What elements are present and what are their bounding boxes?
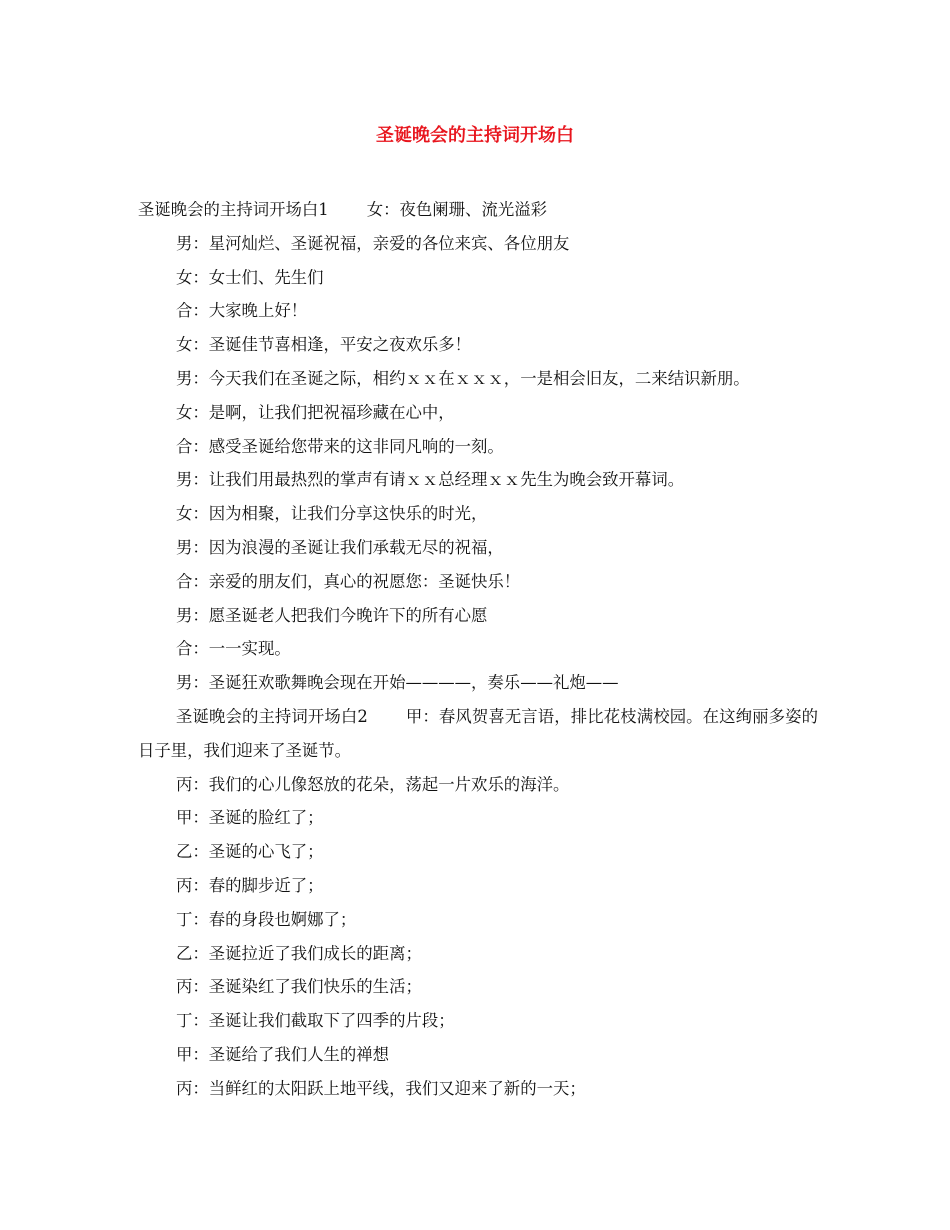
dialogue-line: 乙：圣诞拉近了我们成长的距离； <box>176 943 422 963</box>
dialogue-line: 男：因为浪漫的圣诞让我们承载无尽的祝福， <box>176 537 504 557</box>
section-2-heading: 圣诞晚会的主持词开场白2 <box>176 706 368 726</box>
dialogue-line: 丙：春的脚步近了； <box>176 875 324 895</box>
dialogue-line: 男：愿圣诞老人把我们今晚许下的所有心愿 <box>176 605 488 625</box>
dialogue-line: 女：女士们、先生们 <box>176 267 324 287</box>
document-body <box>138 193 818 1106</box>
section-1-first-text: 女：夜色阑珊、流光溢彩 <box>366 200 548 219</box>
dialogue-line: 丙：我们的心儿像怒放的花朵，荡起一片欢乐的海洋。 <box>176 774 570 794</box>
dialogue-line: 丁：圣诞让我们截取下了四季的片段； <box>176 1011 455 1031</box>
dialogue-line: 合：感受圣诞给您带来的这非同凡响的一刻。 <box>176 436 504 456</box>
dialogue-line: 丙：圣诞染红了我们快乐的生活； <box>176 977 422 997</box>
dialogue-line: 合：亲爱的朋友们，真心的祝愿您：圣诞快乐！ <box>176 571 521 591</box>
dialogue-line: 甲：圣诞给了我们人生的禅想 <box>176 1044 390 1064</box>
page-title: 圣诞晚会的主持词开场白 <box>376 125 574 146</box>
section-1-heading: 圣诞晚会的主持词开场白1 <box>138 200 329 219</box>
section-1-first-line <box>138 193 818 227</box>
dialogue-line: 男：让我们用最热烈的掌声有请ｘｘ总经理ｘｘ先生为晚会致开幕词。 <box>176 470 685 490</box>
dialogue-line: 丙：当鲜红的太阳跃上地平线，我们又迎来了新的一天； <box>176 1078 586 1098</box>
dialogue-line: 丁：春的身段也婀娜了； <box>176 909 357 929</box>
dialogue-line: 乙：圣诞的心飞了； <box>176 842 324 862</box>
dialogue-line: 男：圣诞狂欢歌舞晚会现在开始————，奏乐——礼炮—— <box>176 673 619 693</box>
section-2-first-text: 甲：春风贺喜无言语，排比花枝满校园。在这绚丽多姿的日子里，我们迎来了圣诞节。 <box>138 706 818 760</box>
section-2-first-paragraph <box>138 700 818 768</box>
dialogue-line: 合：一一实现。 <box>176 639 291 659</box>
dialogue-line: 男：今天我们在圣诞之际，相约ｘｘ在ｘｘｘ，一是相会旧友，二来结识新朋。 <box>176 368 750 388</box>
dialogue-line: 合：大家晚上好！ <box>176 301 308 321</box>
dialogue-line: 女：是啊，让我们把祝福珍藏在心中， <box>176 402 455 422</box>
dialogue-line: 女：因为相聚，让我们分享这快乐的时光， <box>176 504 488 524</box>
section-1-dialogue <box>138 227 818 700</box>
dialogue-line: 男：星河灿烂、圣诞祝福，亲爱的各位来宾、各位朋友 <box>176 233 570 253</box>
dialogue-line: 甲：圣诞的脸红了； <box>176 808 324 828</box>
dialogue-line: 女：圣诞佳节喜相逢，平安之夜欢乐多！ <box>176 335 472 355</box>
section-2-dialogue <box>138 768 818 1106</box>
